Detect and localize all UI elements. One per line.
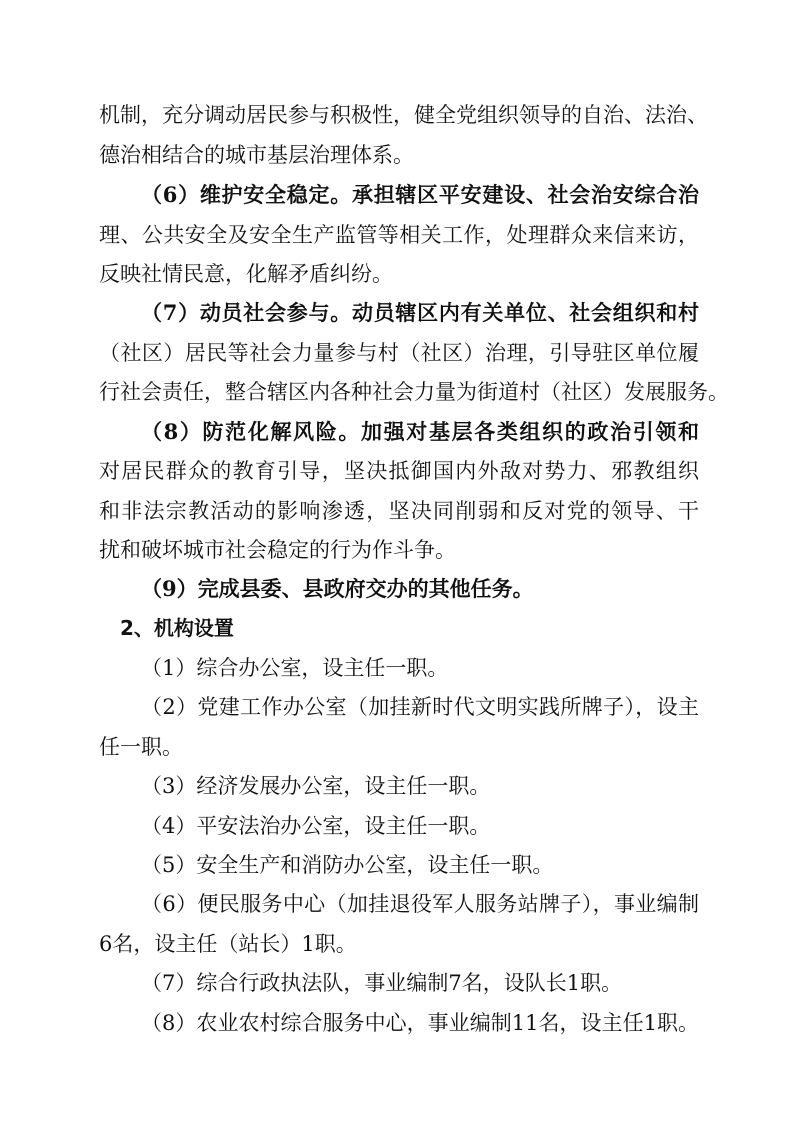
section-heading: 2、机构设置 [120, 616, 234, 640]
text-line: （8）农业农村综合服务中心，事业编制11名，设主任1职。 [141, 1011, 699, 1035]
text-line: （4）平安法治办公室，设主任一职。 [141, 814, 491, 838]
text-line: 德治相结合的城市基层治理体系。 [99, 143, 414, 167]
text-line: （社区）居民等社会力量参与村（社区）治理，引导驻区单位履 [99, 341, 699, 365]
text-line: （3）经济发展办公室，设主任一职。 [141, 774, 491, 798]
text-line: 6名，设主任（站长）1职。 [99, 932, 357, 956]
text-line: 机制，充分调动居民参与积极性，健全党组织领导的自治、法治、 [99, 103, 708, 127]
text-line: （2）党建工作办公室（加挂新时代文明实践所牌子），设主 [141, 695, 699, 719]
text-line: 扰和破坏城市社会稳定的行为作斗争。 [99, 538, 456, 562]
text-line: （6）维护安全稳定。承担辖区平安建设、社会治安综合治 [141, 182, 699, 207]
text-line: （5）安全生产和消防办公室，设主任一职。 [141, 853, 554, 877]
text-line: （6）便民服务中心（加挂退役军人服务站牌子），事业编制 [141, 892, 699, 916]
text-line: （7）综合行政执法队，事业编制7名，设队长1职。 [141, 971, 623, 995]
text-line: 反映社情民意，化解矛盾纠纷。 [99, 262, 393, 286]
text-line: 理、公共安全及安全生产监管等相关工作，处理群众来信来访， [99, 223, 699, 247]
text-line: 和非法宗教活动的影响渗透，坚决同削弱和反对党的领导、干 [99, 499, 699, 523]
text-line: （8）防范化解风险。加强对基层各类组织的政治引领和 [141, 419, 699, 444]
text-line: 任一职。 [99, 735, 183, 759]
text-line: 对居民群众的教育引导，坚决抵御国内外敌对势力、邪教组织 [99, 459, 699, 483]
text-line: （1）综合办公室，设主任一职。 [141, 656, 449, 680]
text-line: 行社会责任，整合辖区内各种社会力量为街道村（社区）发展服务。 [99, 380, 729, 404]
text-line: （7）动员社会参与。动员辖区内有关单位、社会组织和村 [141, 300, 699, 325]
text-line: （9）完成县委、县政府交办的其他任务。 [141, 576, 534, 601]
